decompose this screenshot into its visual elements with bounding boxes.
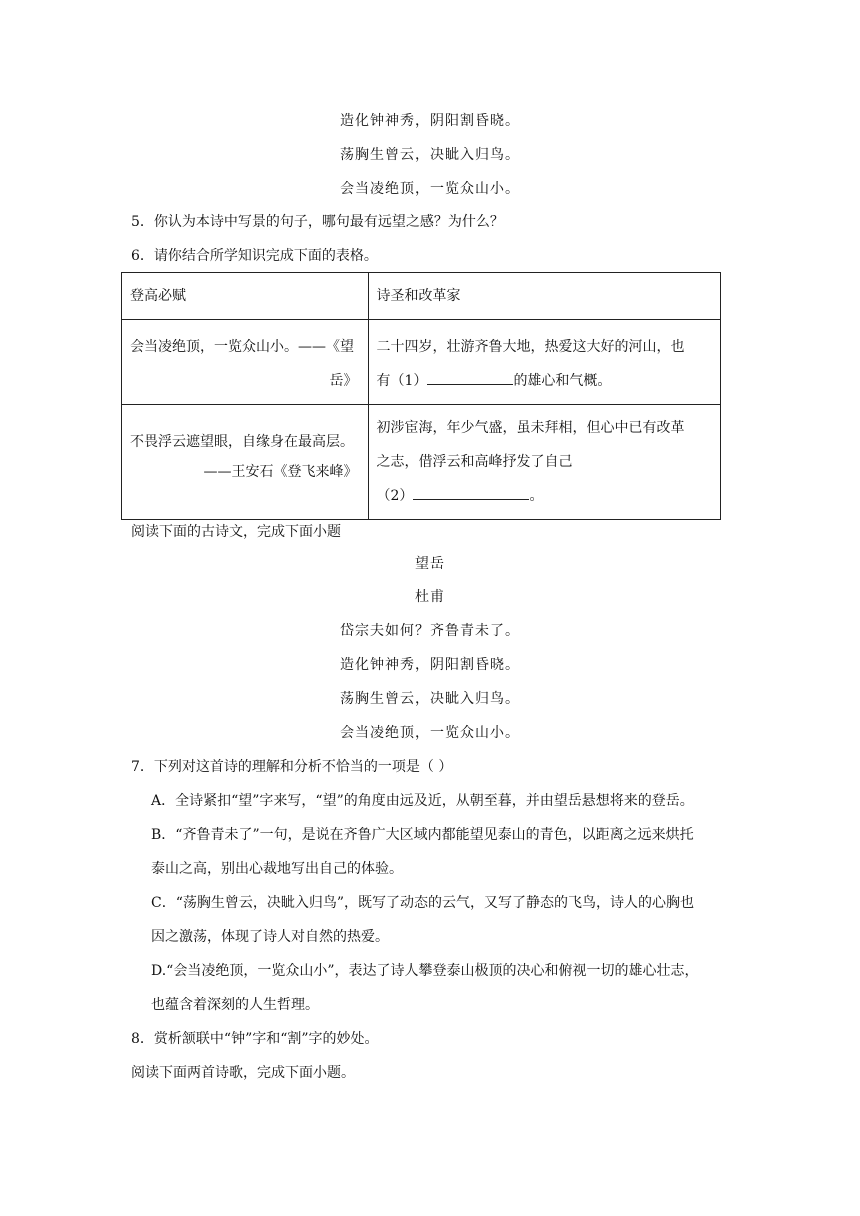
table-cell <box>122 320 369 405</box>
poem-line: 造化钟神秀，阴阳割昏晓。 <box>340 113 520 129</box>
table-cell <box>368 320 720 405</box>
option-d-line1: D.“会当凌绝顶，一览众山小”，表达了诗人攀登泰山极顶的决心和俯视一切的雄心壮志， <box>151 963 699 979</box>
table-cell-text: （2） <box>376 488 414 504</box>
table-cell-text: 初涉宦海，年少气盛，虽未拜相，但心中已有改革 <box>376 420 685 436</box>
poem-title: 望岳 <box>415 556 445 572</box>
reading-instruction: 阅读下面的古诗文，完成下面小题 <box>131 524 341 540</box>
option-b-line2: 泰山之高，别出心裁地写出自己的体验。 <box>151 861 403 877</box>
question-6: 6．请你结合所学知识完成下面的表格。 <box>131 248 378 264</box>
fill-blank-1[interactable] <box>427 368 513 385</box>
fill-blank-2[interactable] <box>413 483 529 500</box>
table-cell-text: 之志，借浮云和高峰抒发了自己 <box>376 454 573 470</box>
answer-table <box>121 272 721 520</box>
table-cell-text: ——王安石《登飞来峰》 <box>203 464 358 480</box>
table-cell <box>122 405 369 520</box>
option-a: A．全诗紧扣“望”字来写，“望”的角度由远及近，从朝至暮，并由望岳悬想将来的登岳。 <box>151 793 694 809</box>
table-cell-text: 岳》 <box>329 373 358 389</box>
table-cell-text: 有（1） <box>376 373 428 389</box>
table-header-cell: 登高必赋 <box>122 273 369 320</box>
poem-line: 荡胸生曾云，决眦入归鸟。 <box>340 147 520 163</box>
table-cell-text: 的雄心和气概。 <box>513 373 612 389</box>
table-cell-text: 会当凌绝顶，一览众山小。——《望 <box>130 339 354 355</box>
poem-line: 岱宗夫如何？齐鲁青未了。 <box>340 623 520 639</box>
question-8: 8．赏析颔联中“钟”字和“割”字的妙处。 <box>131 1031 379 1047</box>
poem-author: 杜甫 <box>415 589 445 605</box>
question-7: 7．下列对这首诗的理解和分析不恰当的一项是（ ） <box>131 759 453 775</box>
poem-line: 造化钟神秀，阴阳割昏晓。 <box>340 657 520 673</box>
option-c-line1: C．“荡胸生曾云，决眦入归鸟”，既写了动态的云气，又写了静态的飞鸟，诗人的心胸也 <box>151 895 695 911</box>
table-header-cell: 诗圣和改革家 <box>368 273 720 320</box>
table-cell <box>368 405 720 520</box>
poem-line: 会当凌绝顶，一览众山小。 <box>340 725 520 741</box>
option-b-line1: B．“齐鲁青未了”一句，是说在齐鲁广大区域内都能望见泰山的青色，以距离之远来烘托 <box>151 827 694 843</box>
question-5: 5．你认为本诗中写景的句子，哪句最有远望之感？为什么？ <box>131 214 504 230</box>
table-cell-text: 。 <box>529 488 544 504</box>
table-cell-text: 二十四岁，壮游齐鲁大地，热爱这大好的河山，也 <box>376 339 685 355</box>
poem-line: 会当凌绝顶，一览众山小。 <box>340 181 520 197</box>
table-cell-text: 不畏浮云遮望眼，自缘身在最高层。 <box>130 434 354 450</box>
poem-line: 荡胸生曾云，决眦入归鸟。 <box>340 691 520 707</box>
option-d-line2: 也蕴含着深刻的人生哲理。 <box>151 997 319 1013</box>
reading-instruction: 阅读下面两首诗歌，完成下面小题。 <box>131 1065 355 1081</box>
option-c-line2: 因之激荡，体现了诗人对自然的热爱。 <box>151 929 389 945</box>
